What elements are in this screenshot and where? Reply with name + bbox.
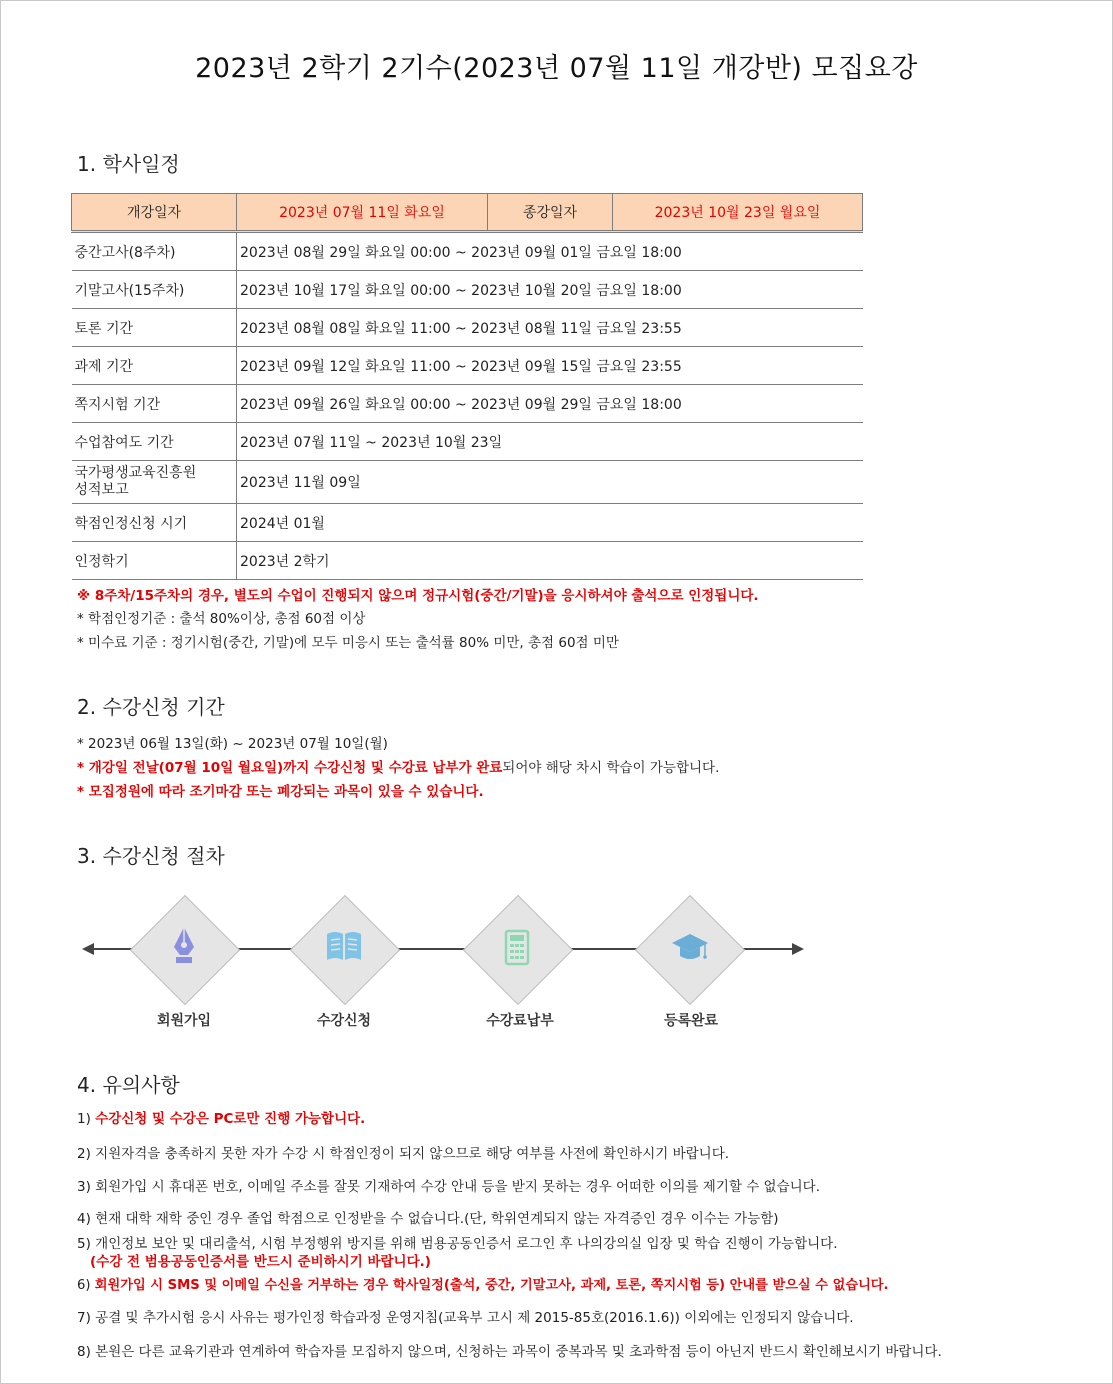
row-value: 2023년 11월 09일 (237, 461, 863, 504)
notice-item-5: 5) 개인정보 보안 및 대리출석, 시험 부정행위 방지를 위해 범용공동인증서 로그인 후 나의강의실 입장 및 학습 진행이 가능합니다. (77, 1236, 838, 1252)
table-row (72, 385, 863, 423)
row-label: 인정학기 (72, 542, 237, 580)
notice-item-4: 4) 현재 대학 재학 중인 경우 졸업 학점으로 인정받을 수 없습니다.(단, 학위연계되지 않는 자격증인 경우 이수는 가능함) (77, 1211, 779, 1227)
incomplete-criteria-note: * 미수료 기준 : 정기시험(중간, 기말)에 모두 미응시 또는 출석률 80% 미만, 총점 60점 미만 (77, 635, 619, 651)
registration-period: * 2023년 06월 13일(화) ~ 2023년 07월 10일(월) (77, 736, 388, 752)
row-label-line-1: 국가평생교육진흥원 (74, 465, 197, 481)
row-label: 수업참여도 기간 (72, 423, 237, 461)
row-label (72, 461, 237, 504)
page-title: 2023년 2학기 2기수(2023년 07월 11일 개강반) 모집요강 (195, 53, 918, 84)
notice-item-3: 3) 회원가입 시 휴대폰 번호, 이메일 주소를 잘못 기재하여 수강 안내 등을 받지 못하는 경우 어떠한 이의를 제기할 수 없습니다. (77, 1179, 820, 1195)
notice-item-6 (77, 1274, 889, 1293)
schedule-table (71, 193, 863, 580)
notice-sms-email: 회원가입 시 SMS 및 이메일 수신을 거부하는 경우 학사일정(출석, 중간, 기말고사, 과제, 토론, 쪽지시험 등) 안내를 받으실 수 없습니다. (94, 1278, 889, 1293)
row-label: 쪽지시험 기간 (72, 385, 237, 423)
end-date-value: 2023년 10월 23일 월요일 (613, 194, 863, 232)
table-row (72, 309, 863, 347)
step-label: 수강료납부 (486, 1013, 554, 1029)
table-row (72, 423, 863, 461)
step-label: 등록완료 (663, 1013, 719, 1029)
end-date-label: 종강일자 (488, 194, 613, 232)
notice-number: 1) (77, 1111, 96, 1127)
row-value: 2023년 2학기 (237, 542, 863, 580)
notice-pc-only: 수강신청 및 수강은 PC로만 진행 가능합니다. (95, 1111, 366, 1127)
section-3-heading: 3. 수강신청 절차 (77, 844, 225, 868)
row-label: 과제 기간 (72, 347, 237, 385)
section-4-heading: 4. 유의사항 (77, 1073, 180, 1097)
registration-steps (80, 890, 810, 1040)
table-row (72, 347, 863, 385)
table-row (72, 542, 863, 580)
notice-number: 6) (77, 1278, 95, 1293)
row-value: 2023년 08월 08일 화요일 11:00 ~ 2023년 08월 11일 금요일 23:55 (237, 309, 863, 347)
row-value: 2023년 10월 17일 화요일 00:00 ~ 2023년 10월 20일 금요일 18:00 (237, 271, 863, 309)
row-value: 2023년 07월 11일 ~ 2023년 10월 23일 (237, 423, 863, 461)
row-value: 2024년 01월 (237, 504, 863, 542)
registration-deadline-note (77, 756, 719, 776)
row-label: 토론 기간 (72, 309, 237, 347)
pen-nib-icon (164, 925, 204, 965)
row-value: 2023년 08월 29일 화요일 00:00 ~ 2023년 09월 01일 금요일 18:00 (237, 232, 863, 271)
row-value: 2023년 09월 26일 화요일 00:00 ~ 2023년 09월 29일 금요일 18:00 (237, 385, 863, 423)
section-2-heading: 2. 수강신청 기간 (77, 695, 225, 719)
row-label: 학점인정신청 시기 (72, 504, 237, 542)
exam-attendance-note: ※ 8주차/15주차의 경우, 별도의 수업이 진행되지 않으며 정규시험(중간/기말)을 응시하셔야 출석으로 인정됩니다. (77, 588, 759, 604)
early-close-note: * 모집정원에 따라 조기마감 또는 폐강되는 과목이 있을 수 있습니다. (77, 784, 484, 800)
table-row (72, 461, 863, 504)
step-label: 회원가입 (156, 1013, 212, 1029)
notice-item-5-certificate: (수강 전 범용공동인증서를 반드시 준비하시기 바랍니다.) (90, 1254, 431, 1270)
row-label-line-2: 성적보고 (74, 482, 129, 498)
start-date-value: 2023년 07월 11일 화요일 (237, 194, 488, 232)
book-icon (324, 926, 364, 966)
table-row (72, 232, 863, 271)
notice-item-8: 8) 본원은 다른 교육기관과 연계하여 학습자를 모집하지 않으며, 신청하는 과목이 중복과목 및 초과학점 등이 아닌지 반드시 확인해보시기 바랍니다. (77, 1344, 942, 1360)
notice-item-1 (77, 1107, 365, 1127)
row-label: 기말고사(15주차) (72, 271, 237, 309)
row-label: 중간고사(8주차) (72, 232, 237, 271)
section-1-heading: 1. 학사일정 (77, 152, 180, 176)
credit-criteria-note: * 학점인정기준 : 출석 80%이상, 총점 60점 이상 (77, 611, 366, 627)
notice-item-7: 7) 공결 및 추가시험 응시 사유는 평가인정 학습과정 운영지침(교육부 고시 제 2015-85호(2016.1.6)) 이외에는 인정되지 않습니다. (77, 1310, 854, 1326)
row-value: 2023년 09월 12일 화요일 11:00 ~ 2023년 09월 15일 금요일 23:55 (237, 347, 863, 385)
step-label: 수강신청 (316, 1013, 372, 1029)
calculator-icon (497, 928, 537, 968)
registration-deadline-rest: 되어야 해당 차시 학습이 가능합니다. (502, 760, 720, 776)
start-date-label: 개강일자 (72, 194, 237, 232)
graduation-cap-icon (670, 928, 710, 968)
registration-deadline-highlight: * 개강일 전날(07월 10일 월요일)까지 수강신청 및 수강료 납부가 완료 (77, 760, 503, 776)
table-row (72, 271, 863, 309)
notice-item-2: 2) 지원자격을 충족하지 못한 자가 수강 시 학점인정이 되지 않으므로 해당 여부를 사전에 확인하시기 바랍니다. (77, 1146, 730, 1162)
table-row (72, 504, 863, 542)
schedule-header-row (72, 194, 863, 232)
